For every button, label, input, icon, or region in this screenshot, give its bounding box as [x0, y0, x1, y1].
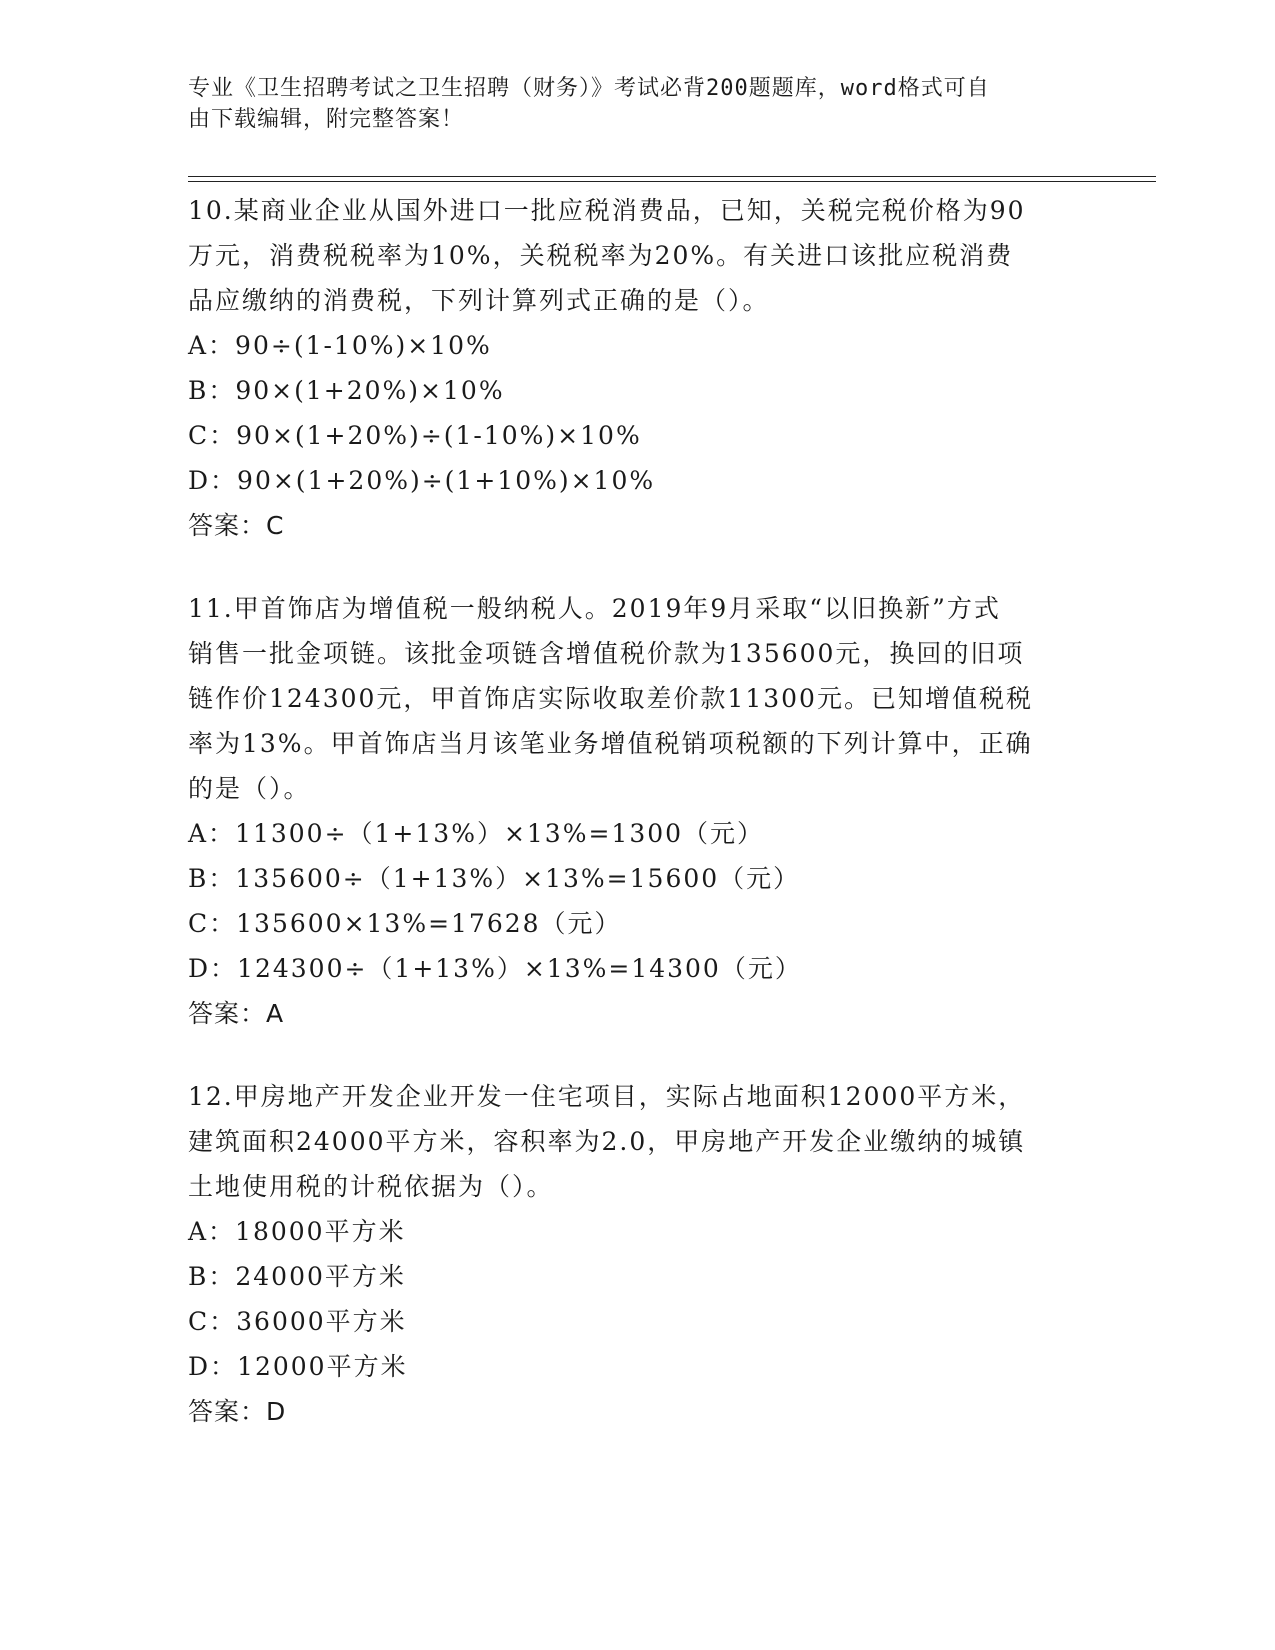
- question-11: [188, 586, 1088, 1036]
- answer-label: 答案：A: [188, 999, 285, 1028]
- header-divider-top: [188, 176, 1156, 177]
- question-stem: 11.甲首饰店为增值税一般纳税人。2019年9月采取“以旧换新”方式 销售一批金项链。该批金项链含增值税价款为135600元，换回的旧项 链作价124300元，甲首饰店实际收取差价款11300元。已知增值税税 率为13%。甲首饰店当月该笔业务增值税销项税额的下列计算中，正确 的是（）。: [188, 594, 1033, 803]
- option-b: B：135600÷（1+13%）×13%=15600（元）: [188, 864, 801, 893]
- option-c: C：135600×13%=17628（元）: [188, 909, 622, 938]
- question-stem: 10.某商业企业从国外进口一批应税消费品，已知，关税完税价格为90 万元，消费税税率为10%，关税税率为20%。有关进口该批应税消费 品应缴纳的消费税，下列计算列式正确的是（）。: [188, 196, 1026, 315]
- option-a: A：11300÷（1+13%）×13%=1300（元）: [188, 819, 765, 848]
- question-10: [188, 188, 1088, 548]
- option-c: C：36000平方米: [188, 1307, 407, 1336]
- question-stem: 12.甲房地产开发企业开发一住宅项目，实际占地面积12000平方米， 建筑面积24000平方米，容积率为2.0，甲房地产开发企业缴纳的城镇 土地使用税的计税依据为（）。: [188, 1082, 1026, 1201]
- option-d: D：12000平方米: [188, 1352, 408, 1381]
- option-b: B：90×(1+20%)×10%: [188, 376, 505, 405]
- answer-label: 答案：D: [188, 1397, 287, 1426]
- header-divider-bottom: [188, 181, 1156, 182]
- option-b: B：24000平方米: [188, 1262, 406, 1291]
- option-d: D：90×(1+20%)÷(1+10%)×10%: [188, 466, 656, 495]
- option-a: A：18000平方米: [188, 1217, 406, 1246]
- question-12: [188, 1074, 1088, 1434]
- document-header: [188, 73, 1068, 135]
- option-c: C：90×(1+20%)÷(1-10%)×10%: [188, 421, 642, 450]
- header-line-1: 专业《卫生招聘考试之卫生招聘（财务）》考试必背200题题库，word格式可自: [188, 76, 990, 101]
- option-d: D：124300÷（1+13%）×13%=14300（元）: [188, 954, 802, 983]
- answer-label: 答案：C: [188, 511, 285, 540]
- header-line-2: 由下载编辑，附完整答案！: [188, 107, 465, 132]
- option-a: A：90÷(1-10%)×10%: [188, 331, 492, 360]
